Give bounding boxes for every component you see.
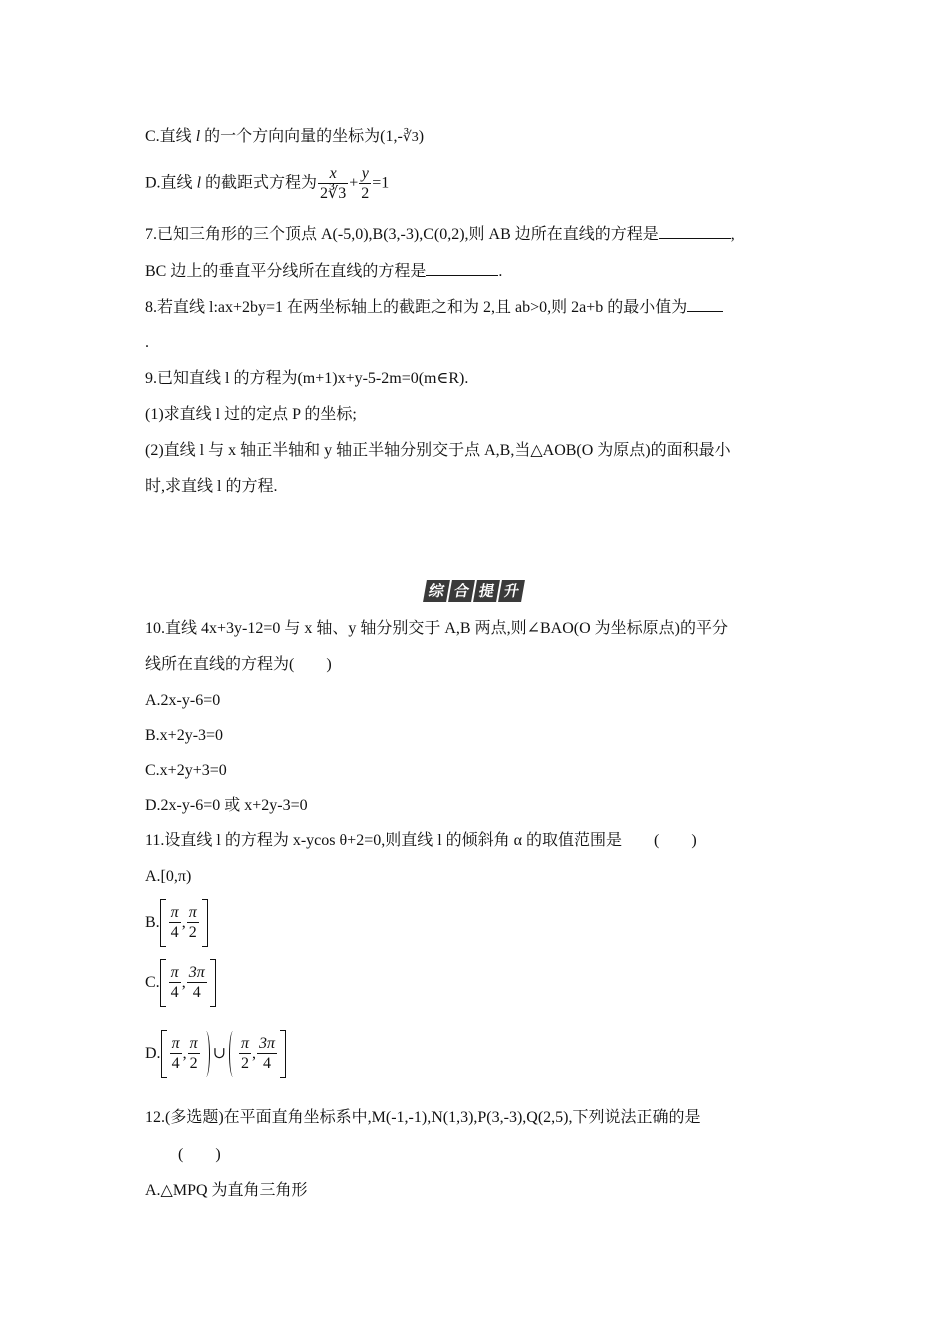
q11-option-c[interactable]: C. $\frac{\pi}{4}$ , $\frac{3\pi}{4}$ — [145, 959, 216, 1007]
question-text: 8.若直线 l:ax+2by=1 在两坐标轴上的截距之和为 2,且 ab>0,则 2a+b 的最小值为 — [145, 299, 688, 316]
answer-blank[interactable] — [426, 261, 498, 276]
section-char: 升 — [498, 580, 525, 602]
q11-stem: 11.设直线 l 的方程为 x-ycos θ+2=0,则直线 l 的倾斜角 α 的取值范围是 ( ) — [145, 832, 697, 849]
fraction: $\frac{\pi}{4}$ — [170, 904, 179, 942]
q12-answer-paren: ( ) — [178, 1146, 221, 1163]
var-l: l — [196, 174, 202, 192]
section-header-comprehensive — [425, 580, 523, 602]
q9-part2-line2: 时,求直线 l 的方程. — [145, 478, 278, 495]
section-char: 提 — [473, 580, 500, 602]
right-bracket — [210, 959, 216, 1007]
q8-line2 — [145, 333, 149, 353]
q7-line2 — [145, 261, 502, 282]
option-c-prev — [145, 127, 424, 148]
option-text: C.直线 — [145, 128, 196, 145]
q11-option-d[interactable]: D. $\frac{\pi}{4}$ , $\frac{\pi}{2}$ ∪ $\frac{\pi}{2}$ , $\frac{3\pi}{4}$ — [145, 1030, 286, 1078]
option-d-prev — [145, 165, 389, 203]
answer-blank[interactable] — [687, 297, 723, 312]
q11-option-b[interactable]: B. $\frac{\pi}{4}$ , $\frac{\pi}{2}$ — [145, 899, 208, 947]
option-label: B. — [145, 914, 160, 931]
denominator: 2∛3 — [320, 185, 347, 202]
option-label: D. — [145, 1045, 161, 1062]
q10-option-c[interactable]: C.x+2y+3=0 — [145, 762, 227, 779]
question-text: 7.已知三角形的三个顶点 A(-5,0),B(3,-3),C(0,2),则 AB 边所在直线的方程是 — [145, 226, 659, 243]
punct: . — [498, 263, 503, 280]
section-char: 合 — [448, 580, 475, 602]
fraction: $\frac{\pi}{4}$ — [170, 964, 179, 1002]
denominator: 2 — [361, 185, 370, 202]
fraction-y — [359, 165, 371, 203]
option-text: D.直线 — [145, 174, 197, 192]
left-paren — [229, 1031, 237, 1077]
fraction: $\frac{\pi}{2}$ — [189, 1035, 198, 1073]
q12-stem: 12.(多选题)在平面直角坐标系中,M(-1,-1),N(1,3),P(3,-3),Q(2,5),下列说法正确的是 — [145, 1109, 701, 1126]
punct: , — [730, 226, 735, 243]
left-bracket — [160, 959, 166, 1007]
option-text: 的截距式方程为 — [201, 174, 318, 192]
left-bracket — [160, 899, 166, 947]
option-label: C. — [145, 974, 160, 991]
answer-blank[interactable] — [659, 224, 731, 239]
fraction: $\frac{\pi}{2}$ — [241, 1035, 250, 1073]
option-text: ) — [418, 128, 425, 145]
q9-stem: 9.已知直线 l 的方程为(m+1)x+y-5-2m=0(m∈R). — [145, 370, 469, 387]
fraction: $\frac{3\pi}{4}$ — [188, 964, 205, 1002]
q10-option-b[interactable]: B.x+2y-3=0 — [145, 727, 224, 744]
fraction: $\frac{3\pi}{4}$ — [259, 1035, 276, 1073]
fraction: $\frac{\pi}{2}$ — [188, 904, 197, 942]
left-bracket — [161, 1030, 167, 1078]
q11-option-a[interactable]: A.[0,π) — [145, 868, 192, 885]
right-bracket — [280, 1030, 286, 1078]
numerator: y — [361, 165, 369, 182]
right-paren — [202, 1031, 210, 1077]
q9-part2-line1: (2)直线 l 与 x 轴正半轴和 y 轴正半轴分别交于点 A,B,当△AOB(O 为原点)的面积最小 — [145, 442, 731, 459]
question-text: BC 边上的垂直平分线所在直线的方程是 — [145, 263, 427, 280]
right-bracket — [202, 899, 208, 947]
union-symbol: ∪ — [212, 1045, 226, 1062]
option-text: =1 — [372, 174, 390, 192]
option-text: 的一个方向向量的坐标为(1,- — [200, 128, 403, 145]
section-char: 综 — [423, 580, 450, 602]
q10-option-d[interactable]: D.2x-y-6=0 或 x+2y-3=0 — [145, 797, 308, 814]
q8-line1 — [145, 297, 723, 318]
var-l: l — [195, 128, 201, 145]
fraction: $\frac{\pi}{4}$ — [171, 1035, 180, 1073]
q9-part1: (1)求直线 l 过的定点 P 的坐标; — [145, 406, 357, 423]
cube-root: ∛3 — [402, 130, 419, 145]
plus-sign: + — [349, 174, 359, 192]
q10-option-a[interactable]: A.2x-y-6=0 — [145, 692, 221, 709]
numerator: x — [329, 165, 337, 182]
q12-option-a[interactable]: A.△MPQ 为直角三角形 — [145, 1182, 308, 1199]
q10-line1: 10.直线 4x+3y-12=0 与 x 轴、y 轴分别交于 A,B 两点,则∠BAO(O 为坐标原点)的平分 — [145, 620, 729, 637]
fraction-x — [318, 165, 348, 203]
q7-line1 — [145, 224, 735, 245]
q10-line2: 线所在直线的方程为( ) — [145, 656, 332, 673]
question-text: . — [145, 334, 149, 351]
